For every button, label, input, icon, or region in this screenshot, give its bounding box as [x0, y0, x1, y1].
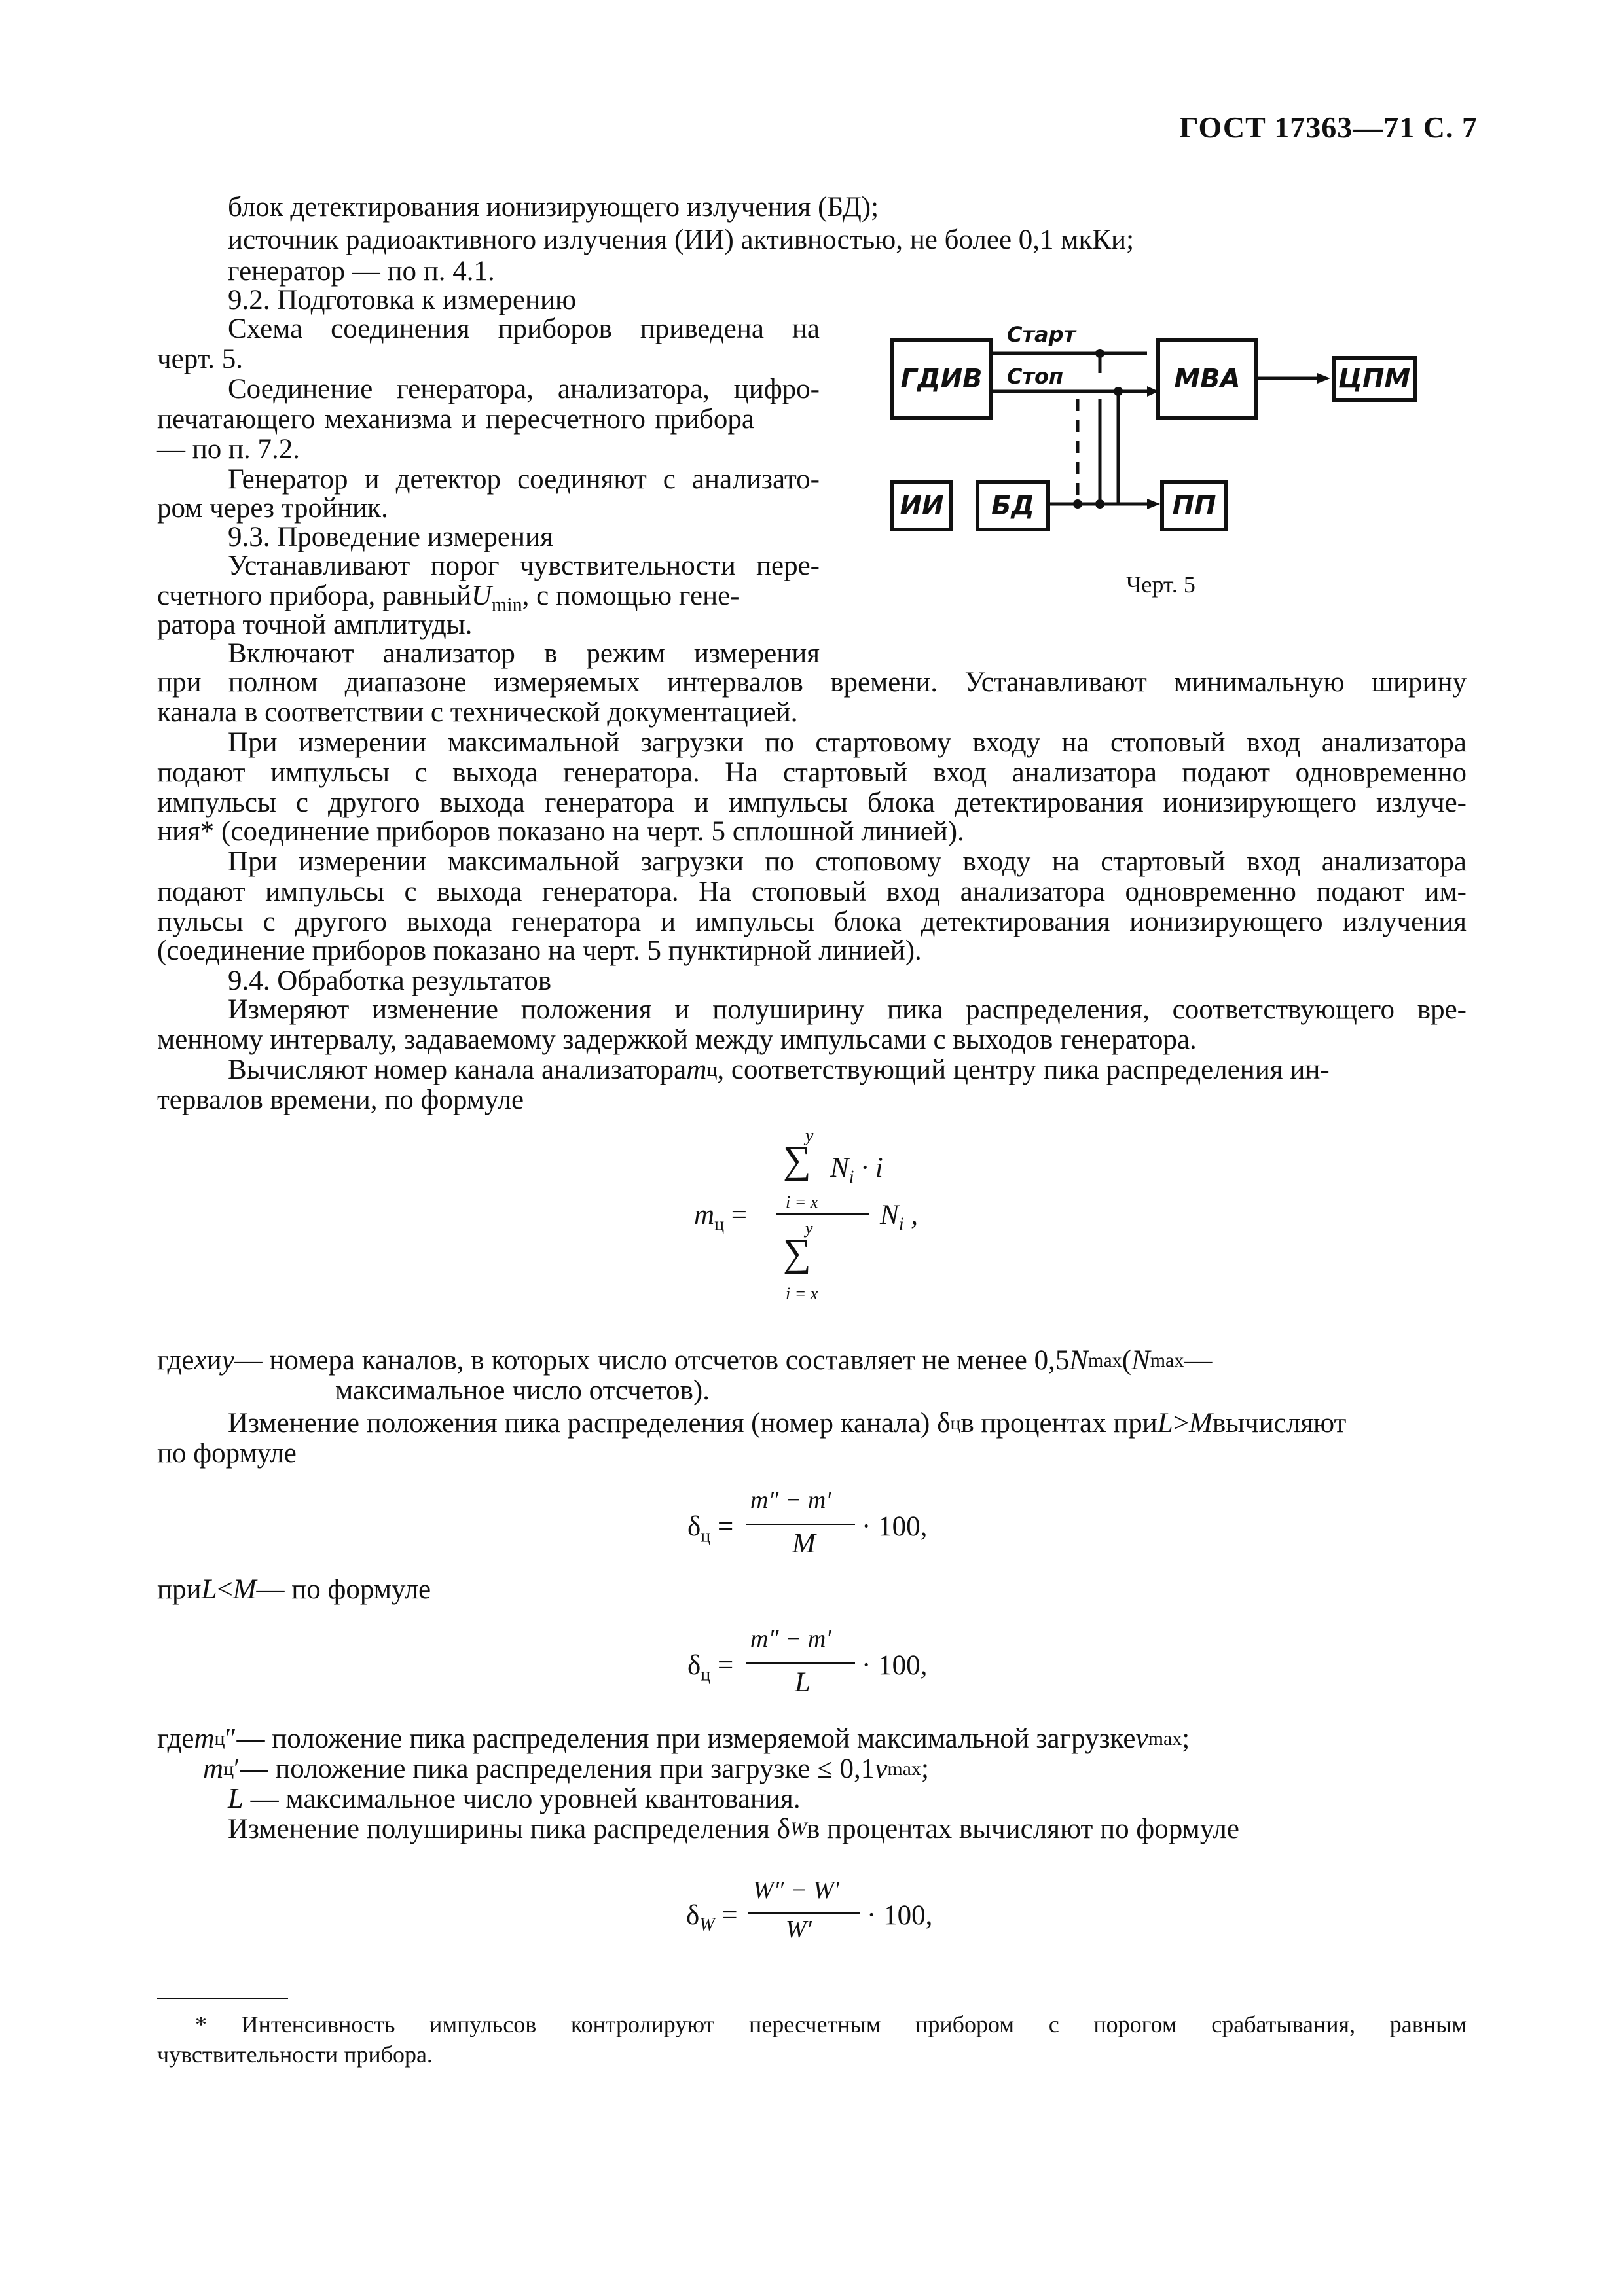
denominator: M: [792, 1528, 816, 1559]
subscript: ц: [701, 1664, 711, 1685]
text-line: печатающего механизма и пересчетного прибора: [157, 404, 754, 435]
term-ni: [880, 1199, 918, 1236]
denominator: L: [795, 1667, 811, 1698]
text-fragment: при: [157, 1574, 202, 1605]
text-fragment: ″— положение пика распределения при измеряемой максимальной загрузке: [225, 1723, 1136, 1754]
text-line: Устанавливают порог чувствительности пере-: [228, 550, 820, 581]
term-ni: [830, 1152, 883, 1189]
fraction-bar: [776, 1213, 869, 1215]
subscript: ц: [223, 1758, 234, 1780]
symbol-m: m: [694, 1200, 715, 1230]
text-line: [157, 1344, 1467, 1377]
equals: =: [731, 1200, 748, 1230]
text-line: подают импульсы с выхода генератора. На стоповый вход анализатора одновременно подают им-: [157, 876, 1467, 907]
symbol-y: y: [221, 1345, 234, 1376]
text-line: максимальное число отсчетов).: [335, 1375, 710, 1406]
footnote-line: * Интенсивность импульсов контролируют пересчетным прибором с порогом срабатывания, равным: [195, 2011, 1467, 2037]
numerator: W″ − W′: [753, 1876, 840, 1904]
text-fragment: · i: [854, 1153, 883, 1183]
text-line: Генератор и детектор соединяют с анализато-: [228, 464, 820, 495]
text-line: тервалов времени, по формуле: [157, 1085, 524, 1115]
text-fragment: счетного прибора, равный: [157, 581, 471, 611]
subscript: ц: [701, 1526, 711, 1547]
text-fragment: в процентах вычисляют по формуле: [807, 1814, 1239, 1844]
symbol-m: M: [232, 1574, 257, 1605]
denominator: W′: [786, 1916, 812, 1943]
subscript: ц: [706, 1059, 718, 1081]
section-heading-9-4: 9.4. Обработка результатов: [228, 965, 551, 996]
text-fragment: Вычисляют номер канала анализатора: [228, 1054, 687, 1085]
text-fragment: [471, 580, 754, 622]
text-line: [157, 1573, 431, 1606]
symbol-n: N: [1069, 1345, 1089, 1376]
subscript: W: [699, 1914, 715, 1935]
fraction-bar: [748, 1912, 860, 1914]
figure-caption: Черт. 5: [1126, 571, 1195, 598]
subscript: max: [1088, 1350, 1122, 1371]
equals: =: [721, 1900, 738, 1931]
symbol-l: L: [228, 1784, 244, 1814]
block-gdiv: ГДИВ: [890, 338, 993, 420]
symbol-v: v: [875, 1753, 888, 1784]
text-line: [203, 1753, 929, 1785]
footnote-divider: [157, 1998, 288, 1999]
text-line: Измеряют изменение положения и полуширину пика распределения, соответствующего вре-: [228, 994, 1467, 1025]
text-line: [228, 1407, 1467, 1440]
block-cpm: ЦПМ: [1332, 356, 1417, 402]
subscript: max: [1148, 1728, 1182, 1749]
multiplier: · 100,: [867, 1900, 933, 1931]
text-line: Соединение генератора, анализатора, цифро-: [228, 374, 820, 404]
text-line: [228, 1783, 801, 1816]
text-fragment: — по формуле: [256, 1574, 431, 1605]
start-label: Старт: [1007, 322, 1076, 347]
symbol-l: L: [201, 1574, 217, 1605]
text-line: подают импульсы с выхода генератора. На стартовый вход анализатора подают одновременно: [157, 757, 1467, 788]
subscript: i: [848, 1167, 854, 1188]
subscript: max: [1150, 1350, 1184, 1371]
text-fragment: — номера каналов, в которых число отсчетов составляет не менее 0,5: [234, 1345, 1070, 1376]
subscript: min: [491, 594, 522, 616]
text-line: [157, 1723, 1190, 1755]
subscript: ц: [714, 1214, 725, 1235]
text-line: по формуле: [157, 1438, 297, 1469]
subscript: max: [887, 1758, 921, 1780]
symbol-mc: [694, 1199, 747, 1236]
symbol-m: m: [203, 1753, 224, 1784]
text-line: Схема соединения приборов приведена на: [228, 314, 820, 344]
multiplier: · 100,: [862, 1650, 928, 1681]
text-line: менному интервалу, задаваемому задержкой между импульсами с выходов генератора.: [157, 1024, 1197, 1055]
fraction-bar: [746, 1662, 855, 1664]
symbol-delta: δ: [687, 1650, 701, 1681]
page-header: ГОСТ 17363—71 С. 7: [1179, 111, 1478, 144]
text-fragment: Изменение полуширины пика распределения δ: [228, 1814, 790, 1844]
text-line: пульсы с другого выхода генератора и импульсы блока детектирования ионизирующего излучения: [157, 906, 1467, 937]
sum-upper: y: [805, 1126, 814, 1146]
text-line: [228, 1813, 1239, 1846]
text-line: При измерении максимальной загрузки по стоповому входу на стартовый вход анализатора: [228, 846, 1467, 877]
symbol-delta: δ: [687, 1511, 701, 1542]
symbol-l: L: [1157, 1408, 1173, 1439]
text-line: блок детектирования ионизирующего излучения (БД);: [228, 192, 879, 223]
block-pp: ПП: [1160, 480, 1228, 531]
symbol-m: m: [194, 1723, 215, 1754]
symbol-m: M: [1189, 1408, 1213, 1439]
section-heading-9-2: 9.2. Подготовка к измерению: [228, 285, 577, 315]
sum-sign: ∑: [783, 1138, 811, 1181]
text-fragment: <: [217, 1574, 233, 1605]
text-line: (соединение приборов показано на черт. 5 пунктирной линией).: [157, 935, 922, 966]
subscript: ц: [950, 1412, 961, 1434]
stop-label: Стоп: [1007, 364, 1064, 389]
sum-upper: y: [805, 1219, 813, 1238]
symbol-delta-c: [687, 1649, 733, 1686]
text-line: ром через тройник.: [157, 493, 388, 524]
symbol-delta-c: [687, 1511, 733, 1547]
text-line: генератор — по п. 4.1.: [228, 256, 495, 287]
symbol-delta: δ: [686, 1900, 700, 1931]
sum-sign: ∑: [783, 1231, 811, 1274]
text-fragment: — максимальное число уровней квантования.: [250, 1784, 801, 1814]
symbol-m: m: [686, 1054, 707, 1085]
text-line: импульсы с другого выхода генератора и импульсы блока детектирования ионизирующего излуче-: [157, 787, 1467, 818]
text-line: источник радиоактивного излучения (ИИ) активностью, не более 0,1 мкКи;: [228, 224, 1135, 255]
text-line: ратора точной амплитуды.: [157, 609, 473, 640]
equals: =: [718, 1650, 734, 1681]
symbol-v: v: [1135, 1723, 1148, 1754]
text-line: При измерении максимальной загрузки по стартовому входу на стоповый вход анализатора: [228, 727, 1467, 758]
sum-lower: i = x: [786, 1284, 818, 1303]
equals: =: [718, 1511, 734, 1542]
subscript: ц: [214, 1728, 225, 1749]
block-ii: ИИ: [890, 480, 953, 531]
numerator: m″ − m′: [750, 1625, 831, 1653]
text-fragment: ;: [921, 1753, 929, 1784]
block-bd: БД: [976, 480, 1050, 531]
text-fragment: ;: [1182, 1723, 1190, 1754]
text-fragment: вычисляют: [1212, 1408, 1347, 1439]
symbol-n: N: [880, 1200, 899, 1230]
symbol-n: N: [830, 1153, 849, 1183]
text-fragment: —: [1184, 1345, 1213, 1376]
symbol-n: N: [1131, 1345, 1150, 1376]
text-fragment: и: [206, 1345, 222, 1376]
text-fragment: где: [157, 1345, 194, 1376]
symbol-x: x: [194, 1345, 207, 1376]
text-fragment: >: [1173, 1408, 1189, 1439]
text-fragment: , соответствующий центру пика распределения ин-: [717, 1054, 1330, 1085]
text-line: [228, 1054, 1467, 1086]
text-fragment: (: [1122, 1345, 1132, 1376]
section-heading-9-3: 9.3. Проведение измерения: [228, 522, 553, 552]
symbol-u: U: [471, 581, 492, 611]
text-line: — по п. 7.2.: [157, 434, 301, 465]
text-line: Включают анализатор в режим измерения: [228, 638, 820, 669]
subscript: i: [898, 1214, 904, 1235]
fraction-bar: [746, 1524, 855, 1525]
subscript: W: [790, 1818, 807, 1840]
text-fragment: Изменение положения пика распределения (номер канала) δ: [228, 1408, 951, 1439]
text-fragment: ′— положение пика распределения при загрузке ≤ 0,1: [234, 1753, 875, 1784]
symbol-delta-w: [686, 1899, 738, 1936]
sum-lower: i = x: [786, 1193, 818, 1211]
text-line: черт. 5.: [157, 344, 243, 374]
connection-diagram: [890, 308, 1467, 556]
text-fragment: в процентах при: [960, 1408, 1158, 1439]
text-line: канала в соответствии с технической документацией.: [157, 697, 798, 728]
text-fragment: , с помощью гене-: [522, 581, 740, 611]
numerator: m″ − m′: [750, 1486, 831, 1514]
text-line: при полном диапазоне измеряемых интервалов времени. Устанавливают минимальную ширину: [157, 667, 1467, 698]
text-fragment: где: [157, 1723, 194, 1754]
text-line: ния* (соединение приборов показано на черт. 5 сплошной линией).: [157, 816, 964, 847]
comma: ,: [911, 1200, 918, 1230]
multiplier: · 100,: [862, 1511, 928, 1542]
block-mva: МВА: [1156, 338, 1258, 420]
footnote-line: чувствительности прибора.: [157, 2041, 433, 2068]
